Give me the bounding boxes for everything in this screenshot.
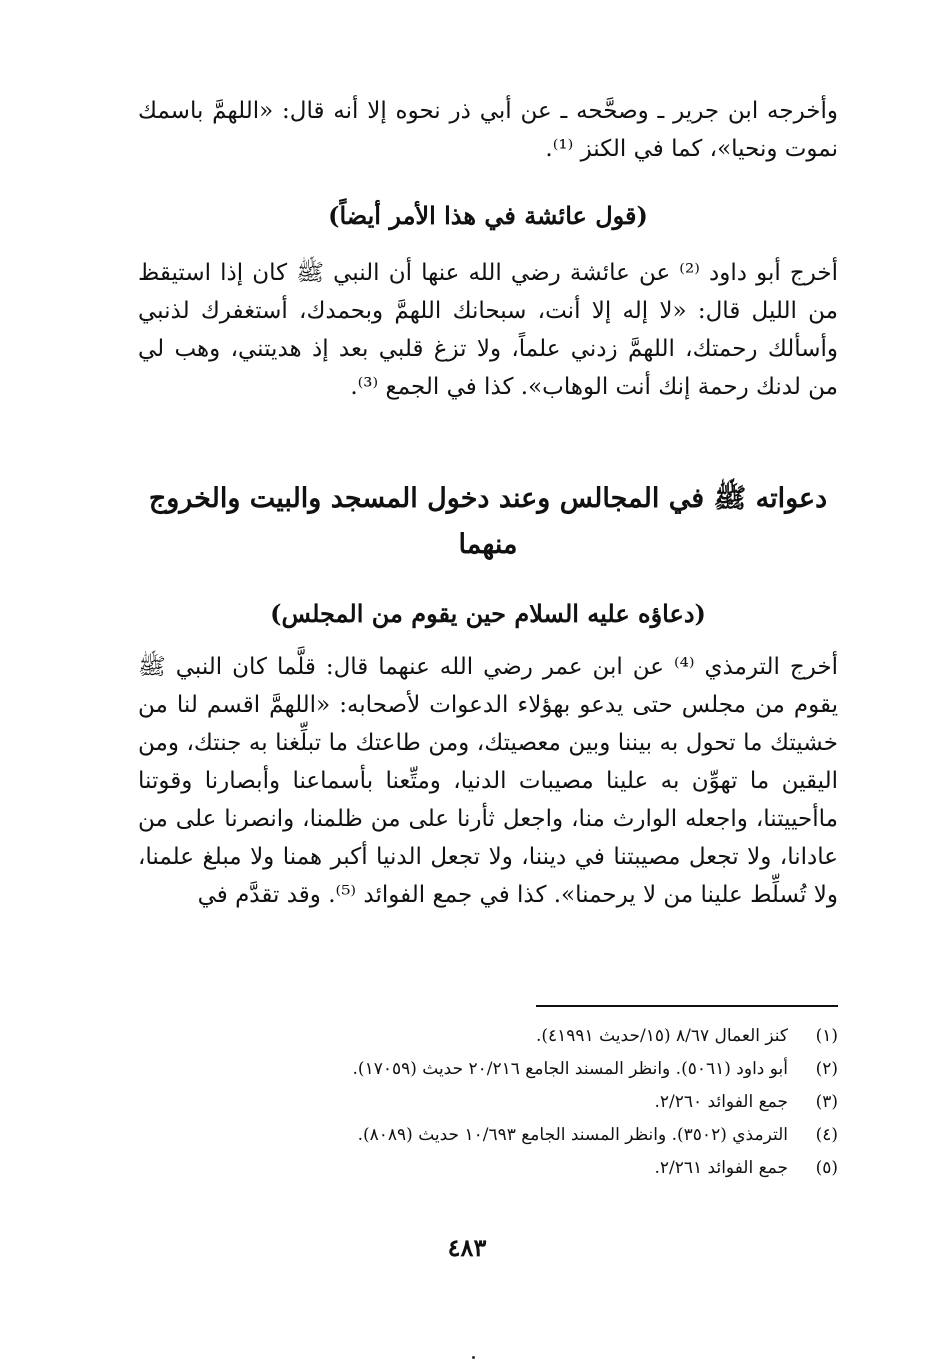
section-paragraph-aisha: أخرج أبو داود ⁽²⁾ عن عائشة رضي الله عنها أن النبي ﷺ كان إذا استيقظ من الليل قال: «لا إله إلا أنت، سبحانك اللهمَّ وبحمدك، أستغفرك لذنبي وأسألك رحمتك، اللهمَّ زدني علماً، ولا تزغ قلبي بعد إذ هديتني، وهب لي من لدنك رحمة إنك أنت الوهاب». كذا في الجمع ⁽³⁾. xyxy=(138,260,838,400)
footnote-item xyxy=(138,1119,838,1152)
footnote-number: (٤) xyxy=(815,1125,838,1145)
footnote-divider xyxy=(536,1005,838,1007)
footnote-number: (١) xyxy=(815,1026,838,1046)
footnote-item xyxy=(138,1086,838,1119)
footnote-text: كنز العمال ٨/٦٧ (١٥/حديث ٤١٩٩١). xyxy=(535,1026,788,1046)
opening-paragraph: وأخرجه ابن جرير ـ وصحَّحه ـ عن أبي ذر نحوه إلا أنه قال: «اللهمَّ باسمك نموت ونحيا»، كما في الكنز ⁽¹⁾. xyxy=(138,98,838,162)
footnote-text: أبو داود (٥٠٦١). وانظر المسند الجامع ٢٠/٢١٦ حديث (١٧٠٥٩). xyxy=(352,1059,788,1079)
section-heading-majlis: (دعاؤه عليه السلام حين يقوم من المجلس) xyxy=(270,599,706,628)
footnote-item xyxy=(138,1053,838,1086)
scan-mark xyxy=(472,1356,475,1359)
footnotes-list xyxy=(138,1020,838,1185)
page-number: ٤٨٣ xyxy=(447,1233,487,1262)
footnote-text: الترمذي (٣٥٠٢). وانظر المسند الجامع ١٠/٦٩٣ حديث (٨٠٨٩). xyxy=(357,1125,788,1145)
section-heading-aisha: (قول عائشة في هذا الأمر أيضاً) xyxy=(328,201,648,230)
footnote-text: جمع الفوائد ٢/٢٦٠. xyxy=(654,1092,788,1112)
footnote-number: (٣) xyxy=(815,1092,838,1112)
chapter-heading: دعواته ﷺ في المجالس وعند دخول المسجد والبيت والخروج منهما xyxy=(148,483,828,560)
footnote-text: جمع الفوائد ٢/٢٦١. xyxy=(654,1158,788,1178)
page-body xyxy=(138,92,838,914)
footnote-item xyxy=(138,1152,838,1185)
section-paragraph-majlis: أخرج الترمذي ⁽⁴⁾ عن ابن عمر رضي الله عنهما قال: قلَّما كان النبي ﷺ يقوم من مجلس حتى يدعو بهؤلاء الدعوات لأصحابه: «اللهمَّ اقسم لنا من خشيتك ما تحول به بيننا وبين معصيتك، ومن طاعتك ما تبلِّغنا به جنتك، ومن اليقين ما تهوِّن به علينا مصيبات الدنيا، ومتِّعنا بأسماعنا وأبصارنا وقوتنا ماأحييتنا، واجعله الوارث منا، واجعل ثأرنا على من ظلمنا، وانصرنا على من عادانا، ولا تجعل مصيبتنا في ديننا، ولا تجعل الدنيا أكبر همنا ولا مبلغ علمنا، ولا تُسلِّط علينا من لا يرحمنا». كذا في جمع الفوائد ⁽⁵⁾. وقد تقدَّم في xyxy=(138,654,838,908)
footnote-number: (٢) xyxy=(815,1059,838,1079)
footnote-number: (٥) xyxy=(815,1158,838,1178)
footnote-item xyxy=(138,1020,838,1053)
